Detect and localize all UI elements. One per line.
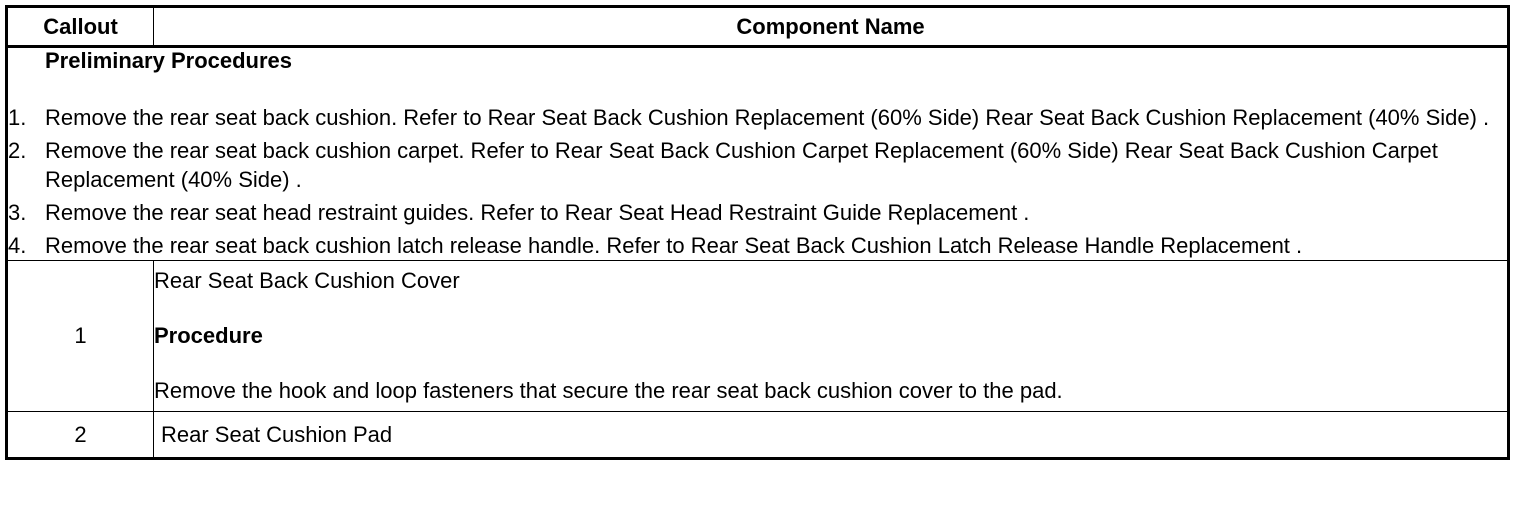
- table-row: [7, 261, 1509, 412]
- component-cell: [154, 261, 1509, 412]
- step-number: 3.: [8, 200, 27, 225]
- table-row: [7, 412, 1509, 459]
- step-item: [8, 198, 1507, 227]
- callout-header: Callout: [7, 7, 154, 47]
- step-item: [8, 103, 1507, 132]
- component-name-header: Component Name: [154, 7, 1509, 47]
- step-text: Remove the rear seat back cushion latch release handle. Refer to Rear Seat Back Cushion Latch Release Handle Replacement .: [45, 233, 1303, 258]
- component-cell: [154, 412, 1509, 459]
- callout-cell: 1: [7, 261, 154, 412]
- step-text: Remove the rear seat back cushion carpet. Refer to Rear Seat Back Cushion Carpet Replacement (60% Side) Rear Seat Back Cushion Carpet Replacement (40% Side) .: [45, 138, 1438, 192]
- step-text: Remove the rear seat back cushion. Refer to Rear Seat Back Cushion Replacement (60% Side) Rear Seat Back Cushion Replacement (40% Side) .: [45, 105, 1490, 130]
- procedure-subheading: Procedure: [154, 323, 263, 348]
- step-number: 4.: [8, 233, 27, 258]
- preliminary-row: [7, 47, 1509, 261]
- step-text: Remove the rear seat head restraint guides. Refer to Rear Seat Head Restraint Guide Replacement .: [45, 200, 1030, 225]
- preliminary-steps-list: [8, 103, 1507, 260]
- header-row: [7, 7, 1509, 47]
- procedure-table: [5, 5, 1510, 460]
- procedure-description: Remove the hook and loop fasteners that secure the rear seat back cushion cover to the pad.: [154, 378, 1063, 403]
- callout-cell: 2: [7, 412, 154, 459]
- step-item: [8, 231, 1507, 260]
- preliminary-procedures-title: Preliminary Procedures: [45, 48, 293, 73]
- preliminary-procedures-cell: [7, 47, 1509, 261]
- component-name: Rear Seat Cushion Pad: [161, 421, 393, 447]
- step-number: 2.: [8, 138, 27, 163]
- procedure-table-container: [5, 5, 1507, 460]
- component-name: Rear Seat Back Cushion Cover: [154, 268, 460, 293]
- step-number: 1.: [8, 105, 27, 130]
- step-item: [8, 136, 1507, 194]
